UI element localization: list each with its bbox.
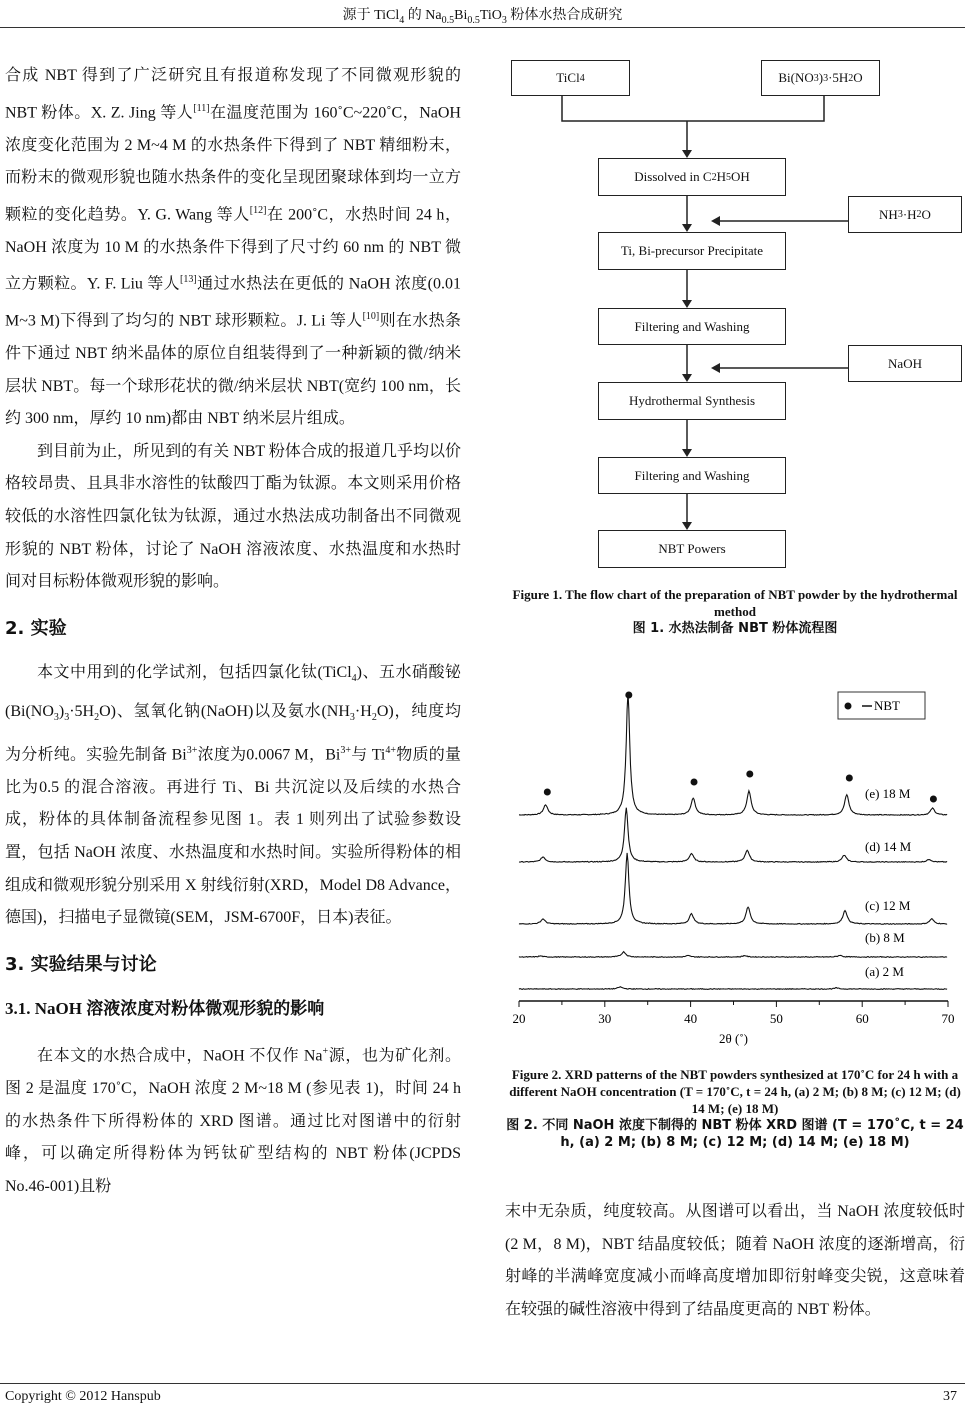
supscript: + xyxy=(322,1046,329,1058)
series-label: (a) 2 M xyxy=(865,964,904,979)
text-run: Bi xyxy=(454,8,468,23)
subscript: 2 xyxy=(711,171,717,183)
subscript: 3 xyxy=(53,712,59,724)
flow-box-filtering: Filtering and Washing xyxy=(598,308,786,345)
x-tick-label: 30 xyxy=(598,1011,612,1026)
text-run: Bi(NO xyxy=(778,70,814,85)
x-tick-label: 50 xyxy=(769,1011,783,1026)
nbt-peak-marker xyxy=(846,775,853,782)
subscript: 5 xyxy=(725,171,731,183)
text-run: H xyxy=(716,169,726,184)
caption-en: Figure 2. XRD patterns of the NBT powders synthesized at 170˚C for 24 h with a different NaOH concentration (T = 170˚C, t = 24 h, (a) 2 M; (b) 8 M; (c) 12 M; (d) 14 M; (e) 18 M) xyxy=(509,1067,961,1116)
supscript: [10] xyxy=(362,311,380,323)
subscript: 3 xyxy=(501,14,507,26)
supscript: 4+ xyxy=(385,744,397,756)
subscript: 3 xyxy=(897,209,903,220)
legend-label: NBT xyxy=(874,698,900,713)
text-run: ·5H xyxy=(69,703,95,721)
text-run: O)、氢氧化钠(NaOH)以及氨水(NH xyxy=(99,703,350,721)
text-run: 合成 NBT 得到了广泛研究且有报道称发现了不同微观形貌的 NBT 粉体。X. Z. Jing 等人 xyxy=(5,67,461,121)
footer-rule xyxy=(0,1383,965,1384)
xrd-series-line xyxy=(519,853,947,924)
text-run: 源于 TiCl xyxy=(342,8,400,23)
nbt-peak-marker xyxy=(691,779,698,786)
subsection-heading: 3.1. NaOH 溶液浓度对粉体微观形貌的影响 xyxy=(5,999,325,1019)
subscript: 4 xyxy=(579,72,585,84)
text-run: ·5H xyxy=(828,70,849,85)
xrd-series-line xyxy=(519,987,947,990)
figure-2-caption xyxy=(505,1066,965,1151)
text-run: O)，纯度均为分析纯。实验先制备 Bi xyxy=(5,703,461,764)
nbt-peak-marker xyxy=(625,692,632,699)
text-run: 粉体水热合成研究 xyxy=(506,8,623,23)
x-tick-label: 40 xyxy=(684,1011,698,1026)
caption-en: Figure 1. The flow chart of the preparation of NBT powder by the hydrothermal method xyxy=(512,587,958,619)
text-run: 本文中用到的化学试剂，包括四氯化钛(TiCl xyxy=(37,664,352,682)
text-run: ·H xyxy=(902,206,917,222)
section-heading: 2. 实验 xyxy=(5,617,67,639)
nbt-peak-marker xyxy=(746,771,753,778)
supscript: [11] xyxy=(193,102,210,114)
text-run: 在本文的水热合成中，NaOH 不仅作 Na xyxy=(37,1047,323,1065)
flow-box-nbt-powers: NBT Powers xyxy=(598,530,786,568)
subscript: 3 xyxy=(349,712,355,724)
subscript: 3 xyxy=(823,72,829,84)
text-run: 物质的量比为0.5 的混合溶液。再进行 Ti、Bi 共沉淀以及后续的水热合成，粉体的具体制备流程参见图 1。表 1 则列出了试验参数设置，包括 NaOH 浓度、水热温度和水热时间。实验所得粉体的相组成和微观形貌分别采用 X 射线衍射(XRD，Model D8 Advance，德国)，扫描电子显微镜(SEM，JSM-6700F，日本)表征。 xyxy=(5,746,461,927)
supscript: 3+ xyxy=(340,744,351,756)
flow-box-dissolved xyxy=(598,158,786,196)
subscript: 2 xyxy=(848,72,854,84)
subscript: 4 xyxy=(351,673,357,685)
subscript: 0.5 xyxy=(441,14,455,26)
xrd-series-line xyxy=(519,808,947,863)
flow-box-naoh: NaOH xyxy=(848,345,962,382)
page-number: 37 xyxy=(943,1389,957,1404)
text-run: 末中无杂质，纯度较高。从图谱可以看出，当 NaOH 浓度较低时(2 M，8 M)，NBT 结晶度较低；随着 NaOH 浓度的逐渐增高，衍射峰的半满峰宽度减小而峰高度增加即衍射峰变尖锐，这意味着在较强的碱性溶液中得到了结晶度更高的 NBT 粉体。 xyxy=(505,1203,965,1318)
figure-1-caption xyxy=(505,586,965,637)
subscript: 0.5 xyxy=(467,14,480,26)
text-run: TiO xyxy=(479,8,502,23)
series-label: (e) 18 M xyxy=(865,786,911,801)
text-run: ) xyxy=(58,703,65,721)
text-run: TiCl xyxy=(556,70,580,85)
x-axis-label: 2θ (˚) xyxy=(719,1031,748,1046)
text-run: 在 200˚C，水热时间 24 h，NaOH 浓度为 10 M 的水热条件下得到了尺寸约 60 nm 的 NBT 微立方颗粒。Y. F. Liu 等人 xyxy=(5,206,461,293)
text-run: ) xyxy=(818,70,824,85)
x-tick-label: 20 xyxy=(512,1011,526,1026)
paragraph xyxy=(5,1036,461,1203)
text-run: ·H xyxy=(354,703,372,721)
subscript: 2 xyxy=(916,209,922,220)
text-run: O xyxy=(853,70,863,85)
flow-box-bismuth-nitrate xyxy=(761,60,880,96)
text-run: 在温度范围为 160˚C~220˚C，NaOH 浓度变化范围为 2 M~4 M 的水热条件下得到了 NBT 精细粉末，而粉末的微观形貌也随水热条件的变化呈现团聚球体到均一立方颗粒的变化趋势。Y. G. Wang 等人 xyxy=(5,103,461,224)
text-run: )、五水硝酸铋(Bi(NO xyxy=(5,664,461,721)
flow-box-ticl4 xyxy=(511,60,630,96)
flow-box-precursor: Ti, Bi-precursor Precipitate xyxy=(598,232,786,270)
text-run: 则在水热条件下通过 NBT 纳米晶体的原位自组装得到了一种新颖的微/纳米层状 NBT。每一个球形花状的微/纳米层状 NBT(宽约 100 nm，长约 300 nm，厚约 10 nm)都由 NBT 纳米层片组成。 xyxy=(5,312,461,428)
flow-box-hydrothermal: Hydrothermal Synthesis xyxy=(598,382,786,420)
copyright: Copyright © 2012 Hanspub xyxy=(5,1389,161,1404)
series-label: (b) 8 M xyxy=(865,930,905,945)
flow-box-ammonia xyxy=(848,196,962,233)
supscript: 3+ xyxy=(186,744,198,756)
supscript: [13] xyxy=(180,274,197,286)
paragraph xyxy=(505,1196,965,1326)
nbt-peak-marker xyxy=(930,796,937,803)
caption-cn: 图 1. 水热法制备 NBT 粉体流程图 xyxy=(632,621,838,636)
section-heading: 3. 实验结果与讨论 xyxy=(5,953,157,975)
subscript: 2 xyxy=(371,712,377,724)
nbt-peak-marker xyxy=(544,789,551,796)
text-run: 源，也为矿化剂。图 2 是温度 170˚C，NaOH 浓度 2 M~18 M (参见表 1)，时间 24 h 的水热条件下所得粉体的 XRD 图谱。通过比对图谱中的衍射峰，可以确定所得粉体为钙钛矿型结构的 NBT 粉体(JCPDS No.46-001)且粉 xyxy=(5,1047,461,1195)
series-label: (d) 14 M xyxy=(865,839,912,854)
subscript: 4 xyxy=(399,14,405,26)
series-label: (c) 12 M xyxy=(865,898,911,913)
subscript: 3 xyxy=(813,72,819,84)
paragraph xyxy=(5,657,461,934)
supscript: [12] xyxy=(249,204,267,216)
text-run: 的 Na xyxy=(404,8,442,23)
text-run: O xyxy=(921,206,931,222)
text-run: 浓度为0.0067 M，Bi xyxy=(197,746,341,764)
x-tick-label: 60 xyxy=(855,1011,869,1026)
text-run: 与 Ti xyxy=(351,746,386,764)
subscript: 2 xyxy=(94,712,100,724)
legend-marker-icon xyxy=(845,703,852,710)
text-run: 通过水热法在更低的 NaOH 浓度(0.01 M~3 M)下得到了均匀的 NBT 球形颗粒。J. Li 等人 xyxy=(5,275,461,330)
text-run: OH xyxy=(730,169,750,184)
xrd-chart xyxy=(500,670,965,1050)
right-column xyxy=(505,1196,965,1326)
xrd-series-line xyxy=(519,952,947,958)
flow-box-filtering: Filtering and Washing xyxy=(598,457,786,494)
subscript: 3 xyxy=(64,712,70,724)
x-tick-label: 70 xyxy=(941,1011,955,1026)
text-run: Dissolved in C xyxy=(634,169,712,184)
caption-cn: 图 2. 不同 NaOH 浓度下制得的 NBT 粉体 XRD 图谱 (T = 170˚C, t = 24 h, (a) 2 M; (b) 8 M; (c) 12 M; (d) 14 M; (e) 18 M) xyxy=(506,1118,964,1150)
text-run: 到目前为止，所见到的有关 NBT 粉体合成的报道几乎均以价格较昂贵、且具非水溶性的钛酸四丁酯为钛源。本文则采用价格较低的水溶性四氯化钛为钛源，通过水热法成功制备出不同微观形貌的 NBT 粉体，讨论了 NaOH 溶液浓度、水热温度和水热时间对目标粉体微观形貌的影响。 xyxy=(5,442,461,591)
text-run: NH xyxy=(879,206,898,222)
